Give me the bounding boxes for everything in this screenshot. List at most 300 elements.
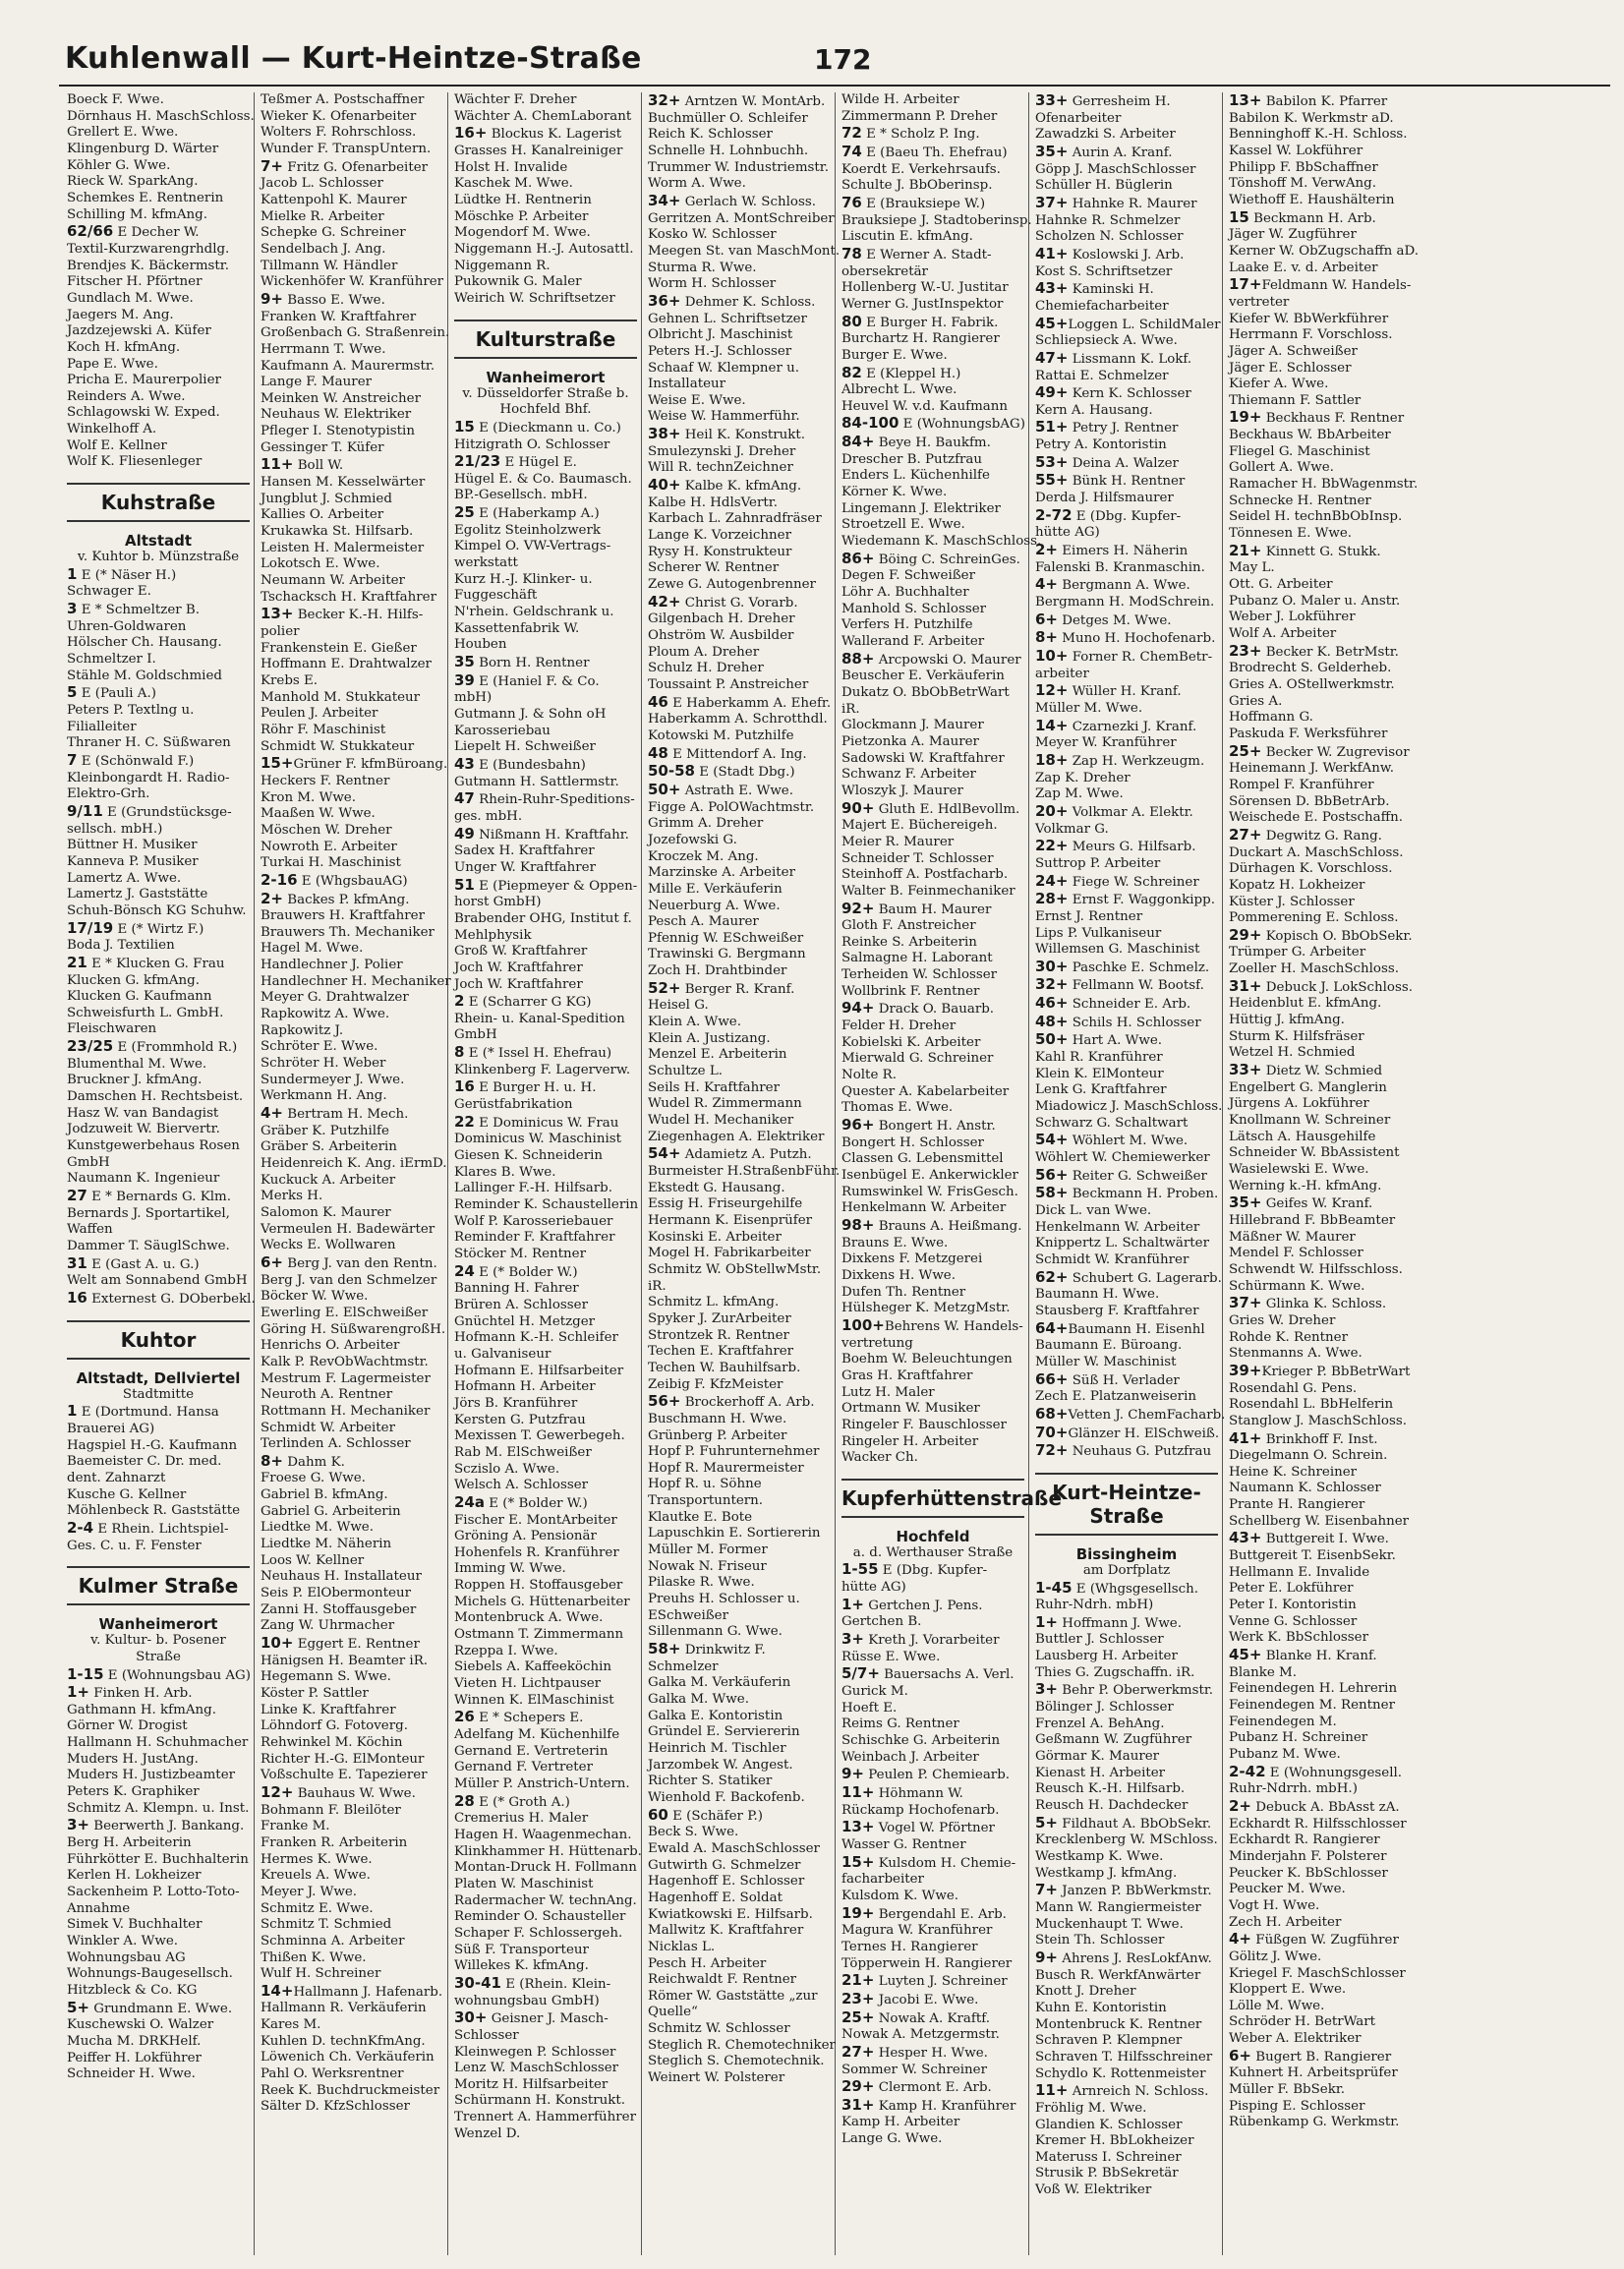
directory-entry: Olbricht J. Maschinist (648, 327, 793, 343)
directory-entry: Fitscher H. Pförtner (67, 274, 203, 290)
directory-entry: Stenmanns A. Wwe. (1229, 1346, 1363, 1362)
directory-entry: Nowroth E. Arbeiter (261, 839, 397, 854)
directory-entry: 25+ Becker W. Zugrevisor (1229, 741, 1410, 760)
directory-entry: 60 E (Schäfer P.) (648, 1805, 763, 1824)
directory-entry: Reek K. Buchdruckmeister (261, 2082, 440, 2098)
directory-entry: 43+ Kaminski H. (1035, 279, 1154, 298)
directory-entry: Schulte J. BbOberinsp. (841, 178, 993, 194)
directory-entry: Schmitz W. ObStellwMstr. (648, 1261, 822, 1277)
directory-entry: Magura W. Kranführer (841, 1923, 993, 1939)
directory-entry: Dick L. van Wwe. (1035, 1203, 1152, 1218)
directory-entry: Knott J. Dreher (1035, 1984, 1136, 2000)
directory-entry: 41+ Brinkhoff F. Inst. (1229, 1428, 1378, 1447)
directory-entry: Zimmermann P. Dreher (841, 108, 998, 124)
directory-entry: Lenz W. MaschSchlosser (454, 2061, 619, 2076)
directory-entry: Kalk P. RevObWachtmstr. (261, 1354, 429, 1369)
directory-entry: 21/23 E Hügel E. (454, 452, 577, 471)
directory-entry: Brüren A. Schlosser (454, 1297, 588, 1312)
directory-entry: Waffen (67, 1222, 113, 1238)
directory-entry: Scherer W. Rentner (648, 560, 780, 576)
district-name: Altstadt (124, 532, 193, 551)
directory-entry: Hansen M. Kesselwärter (261, 475, 426, 491)
directory-entry: Philipp F. BbSchaffner (1229, 159, 1378, 175)
directory-entry: Pisping E. Schlosser (1229, 2098, 1365, 2114)
directory-entry: Peters K. Graphiker (67, 1784, 200, 1800)
directory-entry: Maaßen W. Wwe. (261, 806, 376, 822)
directory-entry: Heine K. Schreiner (1229, 1464, 1358, 1480)
directory-entry: Merks H. (261, 1189, 323, 1204)
directory-entry: 51 E (Piepmeyer & Oppen- (454, 875, 638, 894)
directory-entry: Bernards J. Sportartikel, (67, 1205, 230, 1221)
directory-entry: 5+ Grundmann E. Wwe. (67, 1998, 233, 2016)
directory-entry: Hänigsen H. Beamter iR. (261, 1653, 429, 1668)
directory-entry: 30+ Geisner J. Masch- (454, 2008, 609, 2027)
directory-entry: 23+ Becker K. BetrMstr. (1229, 641, 1399, 660)
directory-entry: Ramacher H. BbWagenmstr. (1229, 477, 1419, 493)
directory-entry: Lätsch A. Hausgehilfe (1229, 1129, 1376, 1144)
directory-entry: Stanglow J. MaschSchloss. (1229, 1413, 1407, 1428)
directory-entry: Seidel H. technBbObInsp. (1229, 509, 1403, 525)
directory-entry: Rab M. ElSchweißer (454, 1444, 592, 1460)
directory-entry: Brauns E. Wwe. (841, 1235, 949, 1251)
directory-entry: Rattai E. Schmelzer (1035, 368, 1169, 383)
directory-entry: Schmidt W. Stukkateur (261, 738, 415, 754)
directory-entry: Möschen W. Dreher (261, 822, 392, 838)
directory-entry: Busch R. WerkfAnwärter (1035, 1967, 1201, 1983)
directory-entry: Gries A. (1229, 693, 1283, 709)
directory-entry: Pietzonka A. Maurer (841, 733, 979, 749)
directory-entry: Pfennig W. ESchweißer (648, 930, 804, 946)
directory-entry: 5+ Fildhaut A. BbObSekr. (1035, 1813, 1212, 1832)
directory-entry: Hoeft E. (841, 1700, 898, 1716)
directory-entry: 56+ Reiter G. Schweißer (1035, 1165, 1207, 1184)
directory-entry: Brodrecht S. Gelderheb. (1229, 661, 1392, 676)
directory-entry: Richter H.-G. ElMonteur (261, 1751, 425, 1767)
directory-entry: 84-100 E (WohnungsbAG) (841, 414, 1025, 433)
directory-entry: 46+ Schneider E. Arb. (1035, 994, 1191, 1013)
directory-entry: Heinemann J. WerkfAnw. (1229, 761, 1394, 777)
directory-entry: Gries A. OStellwerkmstr. (1229, 676, 1395, 692)
directory-entry: Klinkenberg F. Lagerverw. (454, 1062, 631, 1077)
directory-entry: Kern A. Hausang. (1035, 402, 1153, 418)
directory-entry: 3+ Kreth J. Vorarbeiter (841, 1630, 1000, 1649)
directory-entry: 12+ Wüller H. Kranf. (1035, 681, 1182, 700)
directory-entry: 29+ Kopisch O. BbObSekr. (1229, 925, 1413, 944)
directory-entry: 72+ Neuhaus G. Putzfrau (1035, 1441, 1212, 1460)
directory-entry: Zawadzki S. Arbeiter (1035, 127, 1176, 143)
directory-entry: 50+ Hart A. Wwe. (1035, 1030, 1162, 1049)
directory-entry: Kremer H. BbLokheizer (1035, 2133, 1194, 2149)
directory-entry: mbH) (454, 690, 493, 706)
directory-entry: Kuschewski O. Walzer (67, 2017, 214, 2033)
directory-entry: 4+ Füßgen W. Zugführer (1229, 1930, 1399, 1949)
directory-entry: Pesch H. Arbeiter (648, 1955, 767, 1971)
directory-entry: Brauwers Th. Mechaniker (261, 924, 435, 940)
directory-entry: Werk K. BbSchlosser (1229, 1630, 1369, 1646)
directory-entry: Gnüchtel H. Metzger (454, 1313, 596, 1329)
directory-entry: Wächter F. Dreher (454, 92, 577, 107)
directory-entry: 2+ Debuck A. BbAsst zA. (1229, 1796, 1400, 1815)
directory-entry: Henkelmann W. Arbeiter (1035, 1219, 1200, 1235)
directory-entry: Isenbügel E. Ankerwickler (841, 1168, 1018, 1183)
directory-columns (61, 92, 1612, 2255)
directory-entry: 20+ Volkmar A. Elektr. (1035, 801, 1193, 820)
directory-entry: Hermann K. Eisenprüfer (648, 1212, 813, 1228)
directory-entry: Lange K. Vorzeichner (648, 528, 792, 544)
directory-entry: obersekretär (841, 263, 928, 279)
directory-entry: Hohenfels R. Kranführer (454, 1544, 619, 1560)
directory-entry: Meyer G. Drahtwalzer (261, 990, 409, 1006)
directory-entry: Winkler A. Wwe. (67, 1934, 179, 1949)
directory-entry: Peiffer H. Lokführer (67, 2050, 202, 2065)
directory-entry: Jarzombek W. Angest. (648, 1757, 793, 1773)
directory-entry: 2-4 E Rhein. Lichtspiel- (67, 1518, 229, 1537)
directory-entry: 1-55 E (Dbg. Kupfer- (841, 1560, 988, 1579)
street-range: am Dorfplatz (1082, 1562, 1171, 1578)
directory-entry: Engelbert G. Manglerin (1229, 1079, 1387, 1095)
directory-entry: Sadex H. Kraftfahrer (454, 844, 595, 859)
directory-entry: 3+ Beerwerth J. Bankang. (67, 1816, 245, 1834)
directory-entry: Klucken G. kfmAng. (67, 972, 200, 988)
directory-entry: Suttrop P. Arbeiter (1035, 855, 1161, 871)
directory-entry: Gutmann H. Sattlermstr. (454, 774, 619, 789)
directory-entry: 58+ Drinkwitz F. (648, 1640, 766, 1658)
directory-entry: Tillmann W. Händler (261, 258, 398, 273)
directory-entry: Lutz H. Maler (841, 1384, 935, 1400)
directory-entry: Jäger W. Zugführer (1229, 227, 1357, 243)
directory-entry: Albrecht L. Wwe. (841, 382, 957, 398)
directory-entry: Pilaske R. Wwe. (648, 1575, 755, 1591)
directory-entry: Kimpel O. VW-Vertrags- (454, 539, 611, 554)
directory-entry: Radermacher W. technAng. (454, 1892, 637, 1908)
directory-entry: 13+ Becker K.-H. Hilfs- (261, 605, 424, 623)
directory-entry: Kamp H. Arbeiter (841, 2115, 960, 2130)
directory-entry: Richter S. Statiker (648, 1774, 773, 1789)
directory-entry: Kulsdom K. Wwe. (841, 1888, 958, 1903)
directory-entry: Schischke G. Arbeiterin (841, 1733, 1001, 1749)
directory-entry: Schwager E. (67, 584, 151, 600)
directory-entry: Bohmann F. Bleilöter (261, 1802, 401, 1818)
directory-entry: 92+ Baum H. Maurer (841, 899, 992, 917)
directory-entry: Pubanz H. Schreiner (1229, 1730, 1368, 1746)
directory-entry: Kuckuck A. Arbeiter (261, 1172, 396, 1188)
directory-entry: 7+ Fritz G. Ofenarbeiter (261, 156, 429, 175)
directory-entry: Kron M. Wwe. (261, 789, 356, 805)
directory-entry: Niggemann R. (454, 258, 551, 273)
directory-entry: Steinhoff A. Postfacharb. (841, 867, 1009, 883)
street-range: v. Kuhtor b. Münzstraße (77, 550, 240, 565)
directory-entry: Techen W. Bauhilfsarb. (648, 1360, 801, 1375)
directory-entry: Galka M. Verkäuferin (648, 1675, 791, 1691)
directory-entry: 30+ Paschke E. Schmelz. (1035, 957, 1210, 975)
directory-entry: Kopatz H. Lokheizer (1229, 877, 1365, 893)
directory-entry: 39+Krieger P. BbBetrWart (1229, 1361, 1411, 1379)
directory-entry: Schaaf W. Klempner u. (648, 360, 799, 376)
directory-entry: Strontzek R. Rentner (648, 1327, 789, 1343)
directory-entry: 33+ Gerresheim H. (1035, 91, 1171, 109)
directory-entry: Schweisfurth L. GmbH. (67, 1005, 224, 1020)
directory-entry: 1 E (Dortmund. Hansa (67, 1402, 219, 1421)
directory-entry: Mexissen T. Gewerbegeh. (454, 1428, 625, 1444)
directory-entry: Wasielewski E. Wwe. (1229, 1162, 1369, 1177)
directory-entry: Terlinden A. Schlosser (261, 1436, 411, 1452)
directory-entry: Rübenkamp G. Werkmstr. (1229, 2115, 1400, 2130)
directory-entry: 2-72 E (Dbg. Kupfer- (1035, 505, 1182, 524)
directory-entry: 8+ Dahm K. (261, 1451, 345, 1470)
directory-entry: Quelle“ (648, 2005, 698, 2020)
directory-entry: 11+ Arnreich N. Schloss. (1035, 2081, 1209, 2100)
directory-entry: 4+ Bergmann A. Wwe. (1035, 575, 1190, 594)
directory-entry: Neumann W. Arbeiter (261, 573, 405, 589)
directory-entry: Wiedemann K. MaschSchloss. (841, 534, 1042, 550)
directory-entry: Brauksiepe J. Stadtoberinsp. (841, 212, 1032, 228)
directory-entry: Ofenarbeiter (1035, 110, 1122, 126)
directory-entry: Reusch H. Dachdecker (1035, 1798, 1189, 1814)
directory-entry: Kanneva P. Musiker (67, 853, 199, 869)
directory-entry: 37+ Hahnke R. Maurer (1035, 193, 1197, 211)
directory-entry: Schwarz G. Schaltwart (1035, 1115, 1189, 1131)
street-heading: Kupferhüttenstraße (841, 1479, 1024, 1518)
directory-entry: Franke M. (261, 1819, 330, 1834)
directory-entry: Glockmann J. Maurer (841, 718, 984, 733)
directory-entry: Römer W. Gaststätte „zur (648, 1988, 818, 2004)
directory-entry: Rompel F. Kranführer (1229, 777, 1374, 792)
directory-entry: Adelfang M. Küchenhilfe (454, 1727, 620, 1743)
directory-entry: Schnelle H. Lohnbuchh. (648, 143, 809, 158)
directory-entry: Berg J. van den Schmelzer (261, 1272, 437, 1288)
directory-entry: Hopf P. Fuhrunternehmer (648, 1444, 820, 1460)
directory-entry: Gilgenbach H. Dreher (648, 611, 795, 627)
directory-entry: Koerdt E. Verkehrsaufs. (841, 161, 1001, 177)
directory-entry: Klautke E. Bote (648, 1509, 753, 1525)
directory-entry: 24+ Fiege W. Schreiner (1035, 871, 1199, 890)
directory-entry: 17+Feldmann W. Handels- (1229, 275, 1412, 294)
directory-entry: Klinkhammer H. Hüttenarb. (454, 1843, 642, 1859)
directory-entry: Trummer W. Industriemstr. (648, 159, 829, 175)
directory-entry: Naumann K. Ingenieur (67, 1171, 220, 1187)
directory-entry: Fleischwaren (67, 1021, 157, 1037)
directory-entry: Lapuschkin E. Sortiererin (648, 1526, 821, 1542)
street-heading: Kuhstraße (67, 483, 250, 522)
directory-entry: hütte AG) (841, 1580, 906, 1596)
directory-entry: horst GmbH) (454, 895, 542, 910)
directory-entry: Duckart A. MaschSchloss. (1229, 844, 1404, 860)
directory-entry: Wolf P. Karosseriebauer (454, 1213, 613, 1229)
directory-entry: Wiethoff E. Haushälterin (1229, 192, 1395, 207)
directory-entry: Manhold M. Stukkateur (261, 689, 421, 705)
directory-entry: Holst H. Invalide (454, 159, 568, 175)
directory-entry: 76 E (Brauksiepe W.) (841, 193, 986, 211)
directory-entry: Bongert H. Schlosser (841, 1134, 984, 1150)
district-name: Hochfeld (896, 1527, 970, 1545)
directory-entry: Buschmann H. Wwe. (648, 1411, 787, 1426)
directory-entry: 28 E (* Groth A.) (454, 1791, 570, 1810)
directory-entry: Kersten G. Putzfrau (454, 1412, 586, 1427)
directory-entry: Kaschek M. Wwe. (454, 176, 573, 192)
directory-entry: 9+ Peulen P. Chemiearb. (841, 1765, 1011, 1783)
directory-entry: 13+ Vogel W. Pförtner (841, 1818, 995, 1836)
directory-entry: 78 E Werner A. Stadt- (841, 244, 992, 262)
directory-entry: Wohnungs-Baugesellsch. (67, 1966, 233, 1982)
directory-entry: Vogt H. Wwe. (1229, 1897, 1320, 1913)
directory-entry: 23+ Jacobi E. Wwe. (841, 1989, 979, 2007)
directory-entry: Baemeister C. Dr. med. (67, 1454, 222, 1470)
directory-entry: 38+ Heil K. Konstrukt. (648, 425, 806, 443)
directory-entry: Beck S. Wwe. (648, 1825, 739, 1840)
directory-entry: Miadowicz J. MaschSchloss. (1035, 1099, 1223, 1115)
directory-entry: Körner K. Wwe. (841, 485, 948, 500)
directory-entry: 52+ Berger R. Kranf. (648, 978, 795, 997)
directory-entry: Mucha M. DRKHelf. (67, 2033, 202, 2049)
directory-entry: Hillebrand F. BbBeamter (1229, 1212, 1396, 1228)
directory-entry: Müller M. Wwe. (1035, 700, 1143, 716)
directory-entry: Galka E. Kontoristin (648, 1708, 783, 1723)
directory-entry: 24a E (* Bolder W.) (454, 1492, 588, 1511)
directory-entry: Schmeltzer I. (67, 652, 156, 668)
directory-entry: Installateur (648, 377, 726, 392)
directory-entry: 19+ Beckhaus F. Rentner (1229, 408, 1405, 427)
directory-entry: Ekstedt G. Hausang. (648, 1180, 785, 1195)
directory-entry: Thies G. Zugschaffn. iR. (1035, 1664, 1195, 1680)
directory-entry: Wulf H. Schreiner (261, 1966, 381, 1982)
directory-entry: 80 E Burger H. Fabrik. (841, 312, 999, 330)
directory-entry: Weinert W. Polsterer (648, 2070, 785, 2086)
directory-entry: Walter B. Feinmechaniker (841, 883, 1015, 899)
directory-entry: Stähle M. Goldschmied (67, 668, 222, 683)
directory-entry: Peters H.-J. Schlosser (648, 343, 792, 359)
directory-entry: 21+ Luyten J. Schreiner (841, 1971, 1008, 1990)
directory-entry: Dammer T. SäuglSchwe. (67, 1239, 230, 1253)
directory-entry: 9+ Basso E. Wwe. (261, 289, 385, 308)
directory-entry: Schaper F. Schlossergeh. (454, 1925, 623, 1941)
directory-entry: Lölle M. Wwe. (1229, 1998, 1325, 2013)
directory-entry: Figge A. PolOWachtmstr. (648, 799, 815, 815)
directory-entry: Klein A. Wwe. (648, 1015, 741, 1030)
directory-entry: Schmitz L. kfmAng. (648, 1295, 780, 1310)
directory-entry: Pommerening E. Schloss. (1229, 910, 1399, 926)
directory-entry: Brendjes K. Bäckermstr. (67, 258, 229, 273)
directory-entry: Wallerand F. Arbeiter (841, 634, 985, 649)
directory-entry: Dürhagen K. Vorschloss. (1229, 861, 1393, 877)
directory-entry: Heidenreich K. Ang. iErmD. (261, 1156, 447, 1171)
directory-entry: Tönnesen E. Wwe. (1229, 526, 1353, 542)
directory-entry: Gabriel G. Arbeiterin (261, 1503, 401, 1519)
column-1 (61, 92, 255, 2255)
directory-entry: ges. mbH. (454, 808, 523, 824)
directory-entry: Sörensen D. BbBetrArb. (1229, 793, 1390, 809)
directory-entry: Beckhaus W. BbArbeiter (1229, 428, 1391, 443)
directory-entry: Böcker W. Wwe. (261, 1289, 369, 1305)
directory-entry: Hopf R. Maurermeister (648, 1460, 804, 1476)
directory-entry: Zoch H. Drahtbinder (648, 963, 787, 979)
directory-entry: Kuhnert H. Arbeitsprüfer (1229, 2065, 1398, 2081)
directory-entry: 15 Beckmann H. Arb. (1229, 207, 1376, 226)
directory-entry: Burmeister H.StraßenbFühr. (648, 1164, 841, 1179)
directory-entry: Klein A. Justizang. (648, 1030, 771, 1046)
directory-entry: 58+ Beckmann H. Proben. (1035, 1184, 1219, 1202)
directory-entry: 43 E (Bundesbahn) (454, 754, 586, 773)
directory-entry: 25 E (Haberkamp A.) (454, 503, 600, 522)
directory-entry: Schulz H. Dreher (648, 661, 764, 676)
directory-entry: Hahnke R. Schmelzer (1035, 212, 1181, 228)
directory-entry: Degen F. Schweißer (841, 568, 975, 584)
directory-entry: Wollbrink F. Rentner (841, 983, 980, 999)
directory-entry: Werner G. JustInspektor (841, 296, 1004, 312)
directory-entry: 37+ Glinka K. Schloss. (1229, 1294, 1387, 1312)
directory-entry: hütte AG) (1035, 525, 1100, 541)
directory-entry: Schröder H. BetrWart (1229, 2014, 1376, 2030)
directory-entry: Zap M. Wwe. (1035, 786, 1124, 802)
directory-entry: 21 E * Klucken G. Frau (67, 953, 225, 971)
directory-entry: Grünberg P. Arbeiter (648, 1427, 787, 1443)
directory-entry: Schultze L. (648, 1064, 723, 1079)
directory-entry: 86+ Böing C. SchreinGes. (841, 549, 1020, 567)
directory-entry: Kahl R. Kranführer (1035, 1050, 1163, 1066)
directory-entry: Ernst J. Rentner (1035, 908, 1143, 924)
directory-entry: Rückamp Hochofenarb. (841, 1802, 1000, 1818)
directory-entry: Fischer E. MontArbeiter (454, 1512, 617, 1528)
directory-entry: 42+ Christ G. Vorarb. (648, 592, 798, 611)
directory-entry: Gundlach M. Wwe. (67, 290, 194, 306)
directory-entry: Wacker Ch. (841, 1450, 918, 1466)
directory-entry: Hagenhoff E. Schlosser (648, 1874, 805, 1890)
directory-entry: Verfers H. Putzhilfe (841, 617, 973, 633)
directory-entry: Reinders A. Wwe. (67, 388, 186, 404)
directory-entry: Lallinger F.-H. Hilfsarb. (454, 1181, 612, 1196)
directory-entry: 4+ Bertram H. Mech. (261, 1104, 409, 1123)
directory-entry: 98+ Brauns A. Heißmang. (841, 1215, 1022, 1234)
directory-entry: 18+ Zap H. Werkzeugm. (1035, 750, 1205, 769)
directory-entry: Montan-Druck H. Follmann (454, 1860, 637, 1876)
directory-entry: Niggemann H.-J. Autosattl. (454, 241, 634, 257)
directory-entry: 100+Behrens W. Handels- (841, 1315, 1023, 1334)
directory-entry: 15+ Kulsdom H. Chemie- (841, 1852, 1016, 1871)
directory-entry: 35+ Geifes W. Kranf. (1229, 1193, 1373, 1212)
directory-entry: Dukatz O. BbObBetrWart (841, 684, 1010, 700)
directory-entry: Materuss I. Schreiner (1035, 2149, 1182, 2165)
directory-entry: 45+Loggen L. SchildMaler (1035, 314, 1221, 332)
directory-entry: Lange F. Maurer (261, 375, 373, 390)
directory-entry: Lokotsch E. Wwe. (261, 556, 380, 572)
directory-entry: Weischede E. Postschaffn. (1229, 810, 1403, 826)
directory-entry: Wolf K. Fliesenleger (67, 454, 203, 470)
directory-entry: 33+ Dietz W. Schmied (1229, 1061, 1383, 1079)
directory-entry: Klares B. Wwe. (454, 1164, 556, 1180)
directory-entry: Seils H. Kraftfahrer (648, 1079, 780, 1095)
directory-entry: Teßmer A. Postschaffner (261, 92, 425, 107)
directory-entry: Hagspiel H.-G. Kaufmann (67, 1437, 238, 1453)
directory-entry: Houben (454, 637, 507, 653)
directory-entry: Kattenpohl K. Maurer (261, 192, 407, 207)
directory-entry: May L. (1229, 560, 1275, 576)
directory-entry: Burchartz H. Rangierer (841, 331, 1000, 347)
directory-entry: Schilling M. kfmAng. (67, 206, 207, 222)
directory-entry: Ohström W. Ausbilder (648, 628, 794, 643)
directory-entry: Lamertz J. Gaststätte (67, 887, 208, 902)
directory-entry: Handlechner J. Polier (261, 958, 403, 973)
directory-entry: Zap K. Dreher (1035, 770, 1131, 785)
directory-entry: Kassel W. Lokführer (1229, 143, 1363, 158)
directory-entry: Gräber S. Arbeiterin (261, 1139, 397, 1155)
directory-entry: 84+ Beye H. Baukfm. (841, 433, 991, 451)
directory-entry: Michels G. Hüttenarbeiter (454, 1594, 630, 1609)
directory-entry: Görmar K. Maurer (1035, 1749, 1160, 1765)
directory-entry: 53+ Deina A. Walzer (1035, 452, 1179, 471)
directory-entry: Mille E. Verkäuferin (648, 881, 783, 897)
column-3 (448, 92, 642, 2255)
directory-entry: Gutmann J. & Sohn oH (454, 707, 607, 722)
directory-entry: Roppen H. Stoffausgeber (454, 1578, 623, 1594)
